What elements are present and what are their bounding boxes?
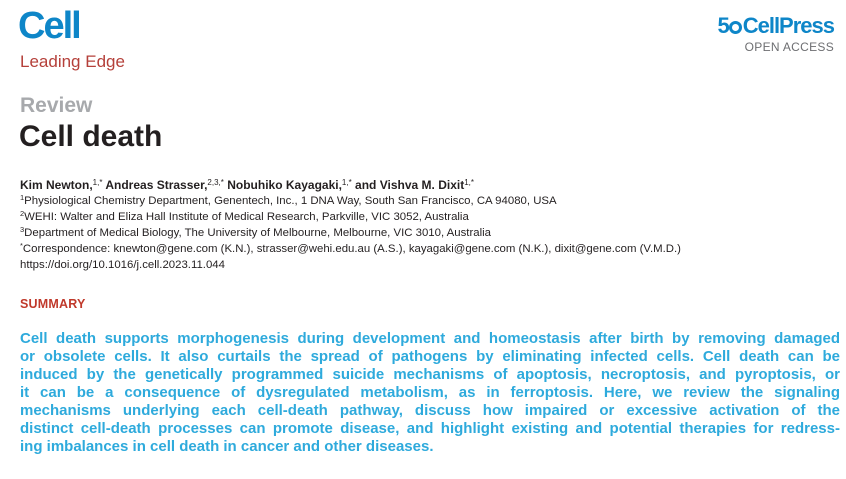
summary-text	[20, 330, 840, 456]
affiliation-text: WEHI: Walter and Eliza Hall Institute of Medical Research, Parkville, VIC 3052, Australia	[24, 211, 469, 223]
publisher-block	[717, 14, 834, 54]
affiliation	[20, 225, 491, 241]
summary-line: induced by the genetically programmed suicide mechanisms of apoptosis, necroptosis, and pyroptosis, or	[20, 366, 840, 383]
correspondence-text[interactable]: Correspondence: knewton@gene.com (K.N.), strasser@wehi.edu.au (A.S.), kayagaki@gene.com (N.K.), dixit@gene.com (V.M.D.)	[22, 243, 681, 255]
correspondence-mark: *	[20, 241, 23, 250]
publisher-name: CellPress	[742, 13, 834, 38]
affiliation	[20, 209, 469, 225]
ring-icon	[729, 21, 742, 34]
author-marks: 1,*	[464, 178, 474, 187]
summary-line: it can be a consequence of dysregulated metabolism, as in ferroptosis. Here, we review the signaling	[20, 384, 840, 401]
author-marks: 1,*	[92, 178, 103, 187]
doi-link[interactable]: https://doi.org/10.1016/j.cell.2023.11.044	[20, 259, 225, 271]
affiliation-text: Physiological Chemistry Department, Genentech, Inc., 1 DNA Way, South San Francisco, CA 94080, USA	[24, 195, 557, 207]
author-marks: 2,3,*	[207, 178, 224, 187]
summary-line: mechanisms underlying each cell-death pathway, discuss how impaired or excessive activation of the	[20, 402, 840, 419]
affiliation	[20, 193, 557, 209]
cellpress-logo	[717, 14, 834, 38]
author: Nobuhiko Kayagaki,	[223, 178, 342, 192]
affiliation-mark: 2	[20, 209, 25, 218]
author: and Vishva M. Dixit	[351, 178, 465, 192]
affiliation-text: Department of Medical Biology, The University of Melbourne, Melbourne, VIC 3010, Australia	[24, 227, 491, 239]
summary-line: distinct cell-death processes can promote disease, and highlight existing and potential therapies for redress-	[20, 420, 840, 437]
affiliation-mark: 1	[20, 193, 25, 202]
author-list	[20, 177, 474, 193]
author: Kim Newton,	[20, 178, 93, 192]
author: Andreas Strasser,	[102, 178, 208, 192]
summary-line: ing imbalances in cell death in cancer and other diseases.	[20, 438, 434, 455]
correspondence	[20, 241, 681, 257]
affiliation-mark: 3	[20, 225, 25, 234]
fifty-anniversary-mark: 5	[717, 13, 729, 38]
open-access-label: OPEN ACCESS	[744, 40, 834, 54]
journal-section: Leading Edge	[20, 52, 125, 71]
summary-line: Cell death supports morphogenesis during development and homeostasis after birth by removing damaged	[20, 330, 840, 347]
author-marks: 1,*	[341, 178, 352, 187]
article-title: Cell death	[19, 120, 163, 153]
article-type: Review	[20, 94, 93, 117]
summary-line: or obsolete cells. It also curtails the spread of pathogens by eliminating infected cells. Cell death can be	[20, 348, 840, 365]
summary-heading: SUMMARY	[20, 297, 86, 311]
journal-logo: Cell	[18, 5, 80, 47]
